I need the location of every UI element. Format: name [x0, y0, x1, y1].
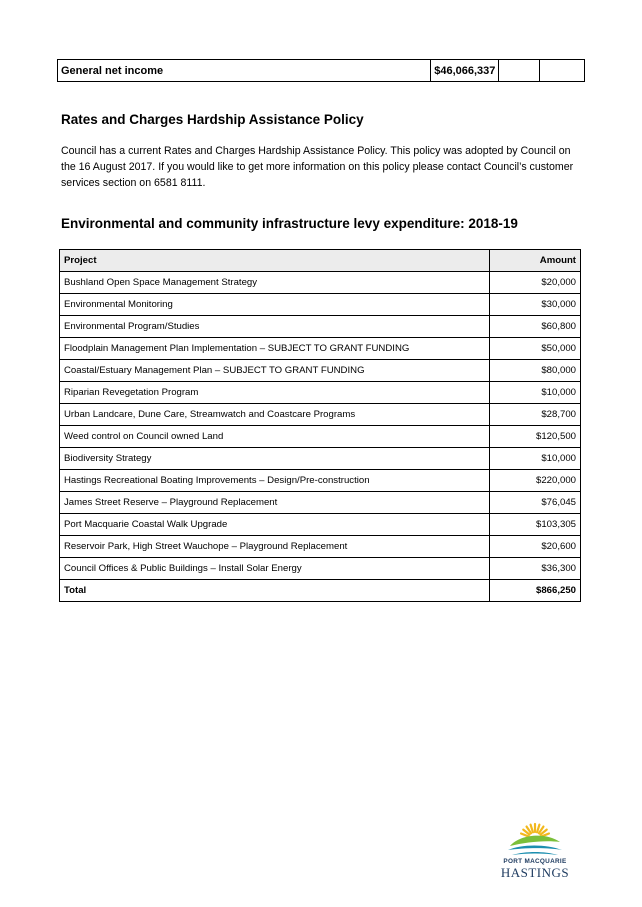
amount-cell: $60,800 [490, 316, 581, 338]
council-logo [492, 820, 578, 882]
amount-cell: $120,500 [490, 426, 581, 448]
policy-paragraph: Council has a current Rates and Charges Hardship Assistance Policy. This policy was adopted by Council on the 16 August 2017. If you would like to get more information on this policy please contact Council’s customer services section on 6581 8111. [61, 145, 574, 189]
amount-cell: $28,700 [490, 404, 581, 426]
project-cell: Floodplain Management Plan Implementation – SUBJECT TO GRANT FUNDING [60, 338, 490, 360]
table-row [60, 514, 581, 536]
table-row [60, 360, 581, 382]
table-row [60, 492, 581, 514]
project-cell: Hastings Recreational Boating Improvements – Design/Pre-construction [60, 470, 490, 492]
project-cell: Environmental Program/Studies [60, 316, 490, 338]
project-cell: Weed control on Council owned Land [60, 426, 490, 448]
project-cell: Port Macquarie Coastal Walk Upgrade [60, 514, 490, 536]
amount-cell: $30,000 [490, 294, 581, 316]
water-wave-icon [508, 846, 562, 851]
project-cell: Reservoir Park, High Street Wauchope – Playground Replacement [60, 536, 490, 558]
table-row [60, 404, 581, 426]
project-cell: Urban Landcare, Dune Care, Streamwatch and Coastcare Programs [60, 404, 490, 426]
project-cell: Biodiversity Strategy [60, 448, 490, 470]
policy-heading: Rates and Charges Hardship Assistance Policy [61, 112, 364, 127]
water-wave-icon [512, 852, 558, 855]
amount-cell: $20,000 [490, 272, 581, 294]
leaf-icon [510, 836, 560, 846]
amount-cell: $36,300 [490, 558, 581, 580]
total-row [60, 580, 581, 602]
amount-cell: $103,305 [490, 514, 581, 536]
empty-cell [540, 60, 585, 82]
table-row [60, 426, 581, 448]
empty-cell [499, 60, 540, 82]
income-label: General net income [58, 60, 431, 82]
header-amount: Amount [490, 250, 581, 272]
income-table [57, 59, 585, 82]
levy-heading: Environmental and community infrastructure levy expenditure: 2018-19 [61, 216, 518, 231]
table-row [60, 294, 581, 316]
table-row [60, 338, 581, 360]
logo-line-1: PORT MACQUARIE [503, 858, 567, 865]
project-cell: Coastal/Estuary Management Plan – SUBJECT TO GRANT FUNDING [60, 360, 490, 382]
project-cell: Bushland Open Space Management Strategy [60, 272, 490, 294]
logo-line-2: HASTINGS [500, 865, 570, 880]
amount-cell: $50,000 [490, 338, 581, 360]
table-row [60, 382, 581, 404]
total-label: Total [60, 580, 490, 602]
sun-rays-icon [521, 824, 549, 836]
amount-cell: $20,600 [490, 536, 581, 558]
table-row [60, 470, 581, 492]
project-cell: Council Offices & Public Buildings – Install Solar Energy [60, 558, 490, 580]
table-row [60, 272, 581, 294]
table-row [60, 558, 581, 580]
table-row [60, 448, 581, 470]
income-row [58, 60, 585, 82]
amount-cell: $10,000 [490, 382, 581, 404]
logo-emblem-icon [506, 820, 564, 858]
amount-cell: $76,045 [490, 492, 581, 514]
amount-cell: $80,000 [490, 360, 581, 382]
amount-cell: $10,000 [490, 448, 581, 470]
total-amount: $866,250 [490, 580, 581, 602]
table-row [60, 536, 581, 558]
levy-table [59, 249, 581, 602]
header-project: Project [60, 250, 490, 272]
table-header-row [60, 250, 581, 272]
table-row [60, 316, 581, 338]
project-cell: James Street Reserve – Playground Replacement [60, 492, 490, 514]
income-value: $46,066,337 [431, 60, 499, 82]
project-cell: Riparian Revegetation Program [60, 382, 490, 404]
amount-cell: $220,000 [490, 470, 581, 492]
project-cell: Environmental Monitoring [60, 294, 490, 316]
